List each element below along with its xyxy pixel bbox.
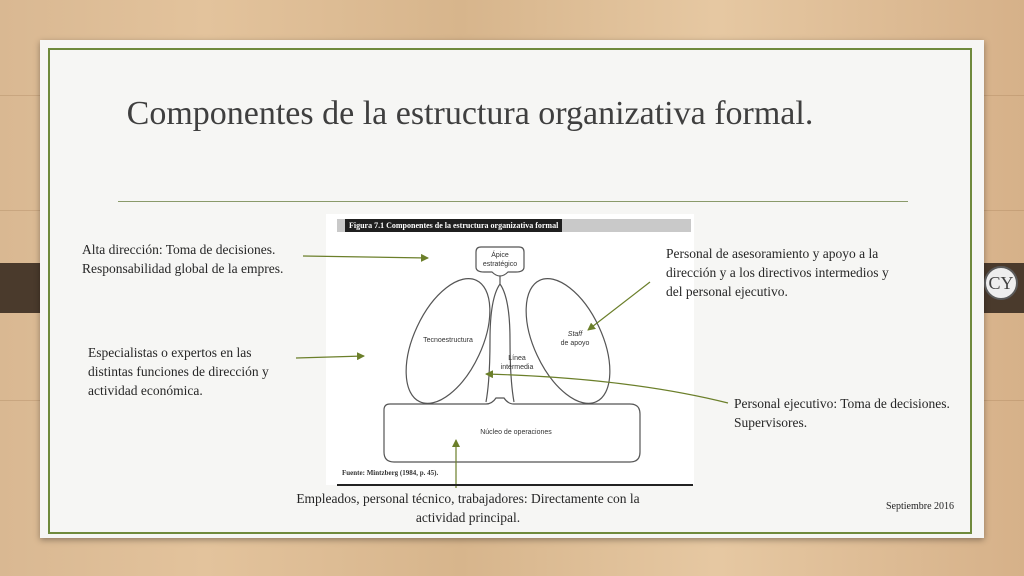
support-staff-label-line: de apoyo xyxy=(560,340,590,347)
cy-monogram-icon: CY xyxy=(984,266,1018,300)
figure-source: Fuente: Mintzberg (1984, p. 45). xyxy=(342,469,439,477)
top-management-note: Alta dirección: Toma de decisiones. Responsabilidad global de la empres. xyxy=(82,242,284,276)
slide-date: Septiembre 2016 xyxy=(886,501,955,512)
arrow-specialists xyxy=(296,356,364,358)
middle-line-shape xyxy=(486,284,500,402)
figure-bottom-rule xyxy=(337,484,693,486)
middle-line-label-line: intermedia xyxy=(500,364,534,371)
support-staff-label xyxy=(553,330,597,348)
middle-line-label-line: Línea xyxy=(508,355,526,362)
support-staff-label-line: Staff xyxy=(567,331,583,338)
strategic-apex-label xyxy=(480,251,520,269)
technostructure-label: Tecnoestructura xyxy=(423,337,473,344)
strategic-apex-label-line: Ápice xyxy=(491,252,509,259)
middle-line-shape xyxy=(500,276,514,402)
support-staff-note: Personal de asesoramiento y apoyo a la dirección y a los directivos intermedios y del personal ejecutivo. xyxy=(666,246,889,299)
arrow-support-staff xyxy=(588,282,650,330)
slide xyxy=(40,40,1014,538)
strategic-apex-label-line: estratégico xyxy=(482,261,518,268)
figure-caption: Figura 7.1 Componentes de la estructura organizativa formal xyxy=(345,219,562,232)
middle-line-label xyxy=(496,354,538,372)
executives-note: Personal ejecutivo: Toma de decisiones. Supervisores. xyxy=(734,396,950,430)
employees-note: Empleados, personal técnico, trabajadores: Directamente con la actividad principal. xyxy=(296,491,640,525)
specialists-note: Especialistas o expertos en las distintas funciones de dirección y actividad económica. xyxy=(88,345,269,398)
slide-title: Componentes de la estructura organizativa formal. xyxy=(126,95,814,132)
operating-core-label: Núcleo de operaciones xyxy=(480,429,552,436)
wood-dark-strip-left xyxy=(0,263,40,313)
arrow-top-management xyxy=(303,256,428,258)
